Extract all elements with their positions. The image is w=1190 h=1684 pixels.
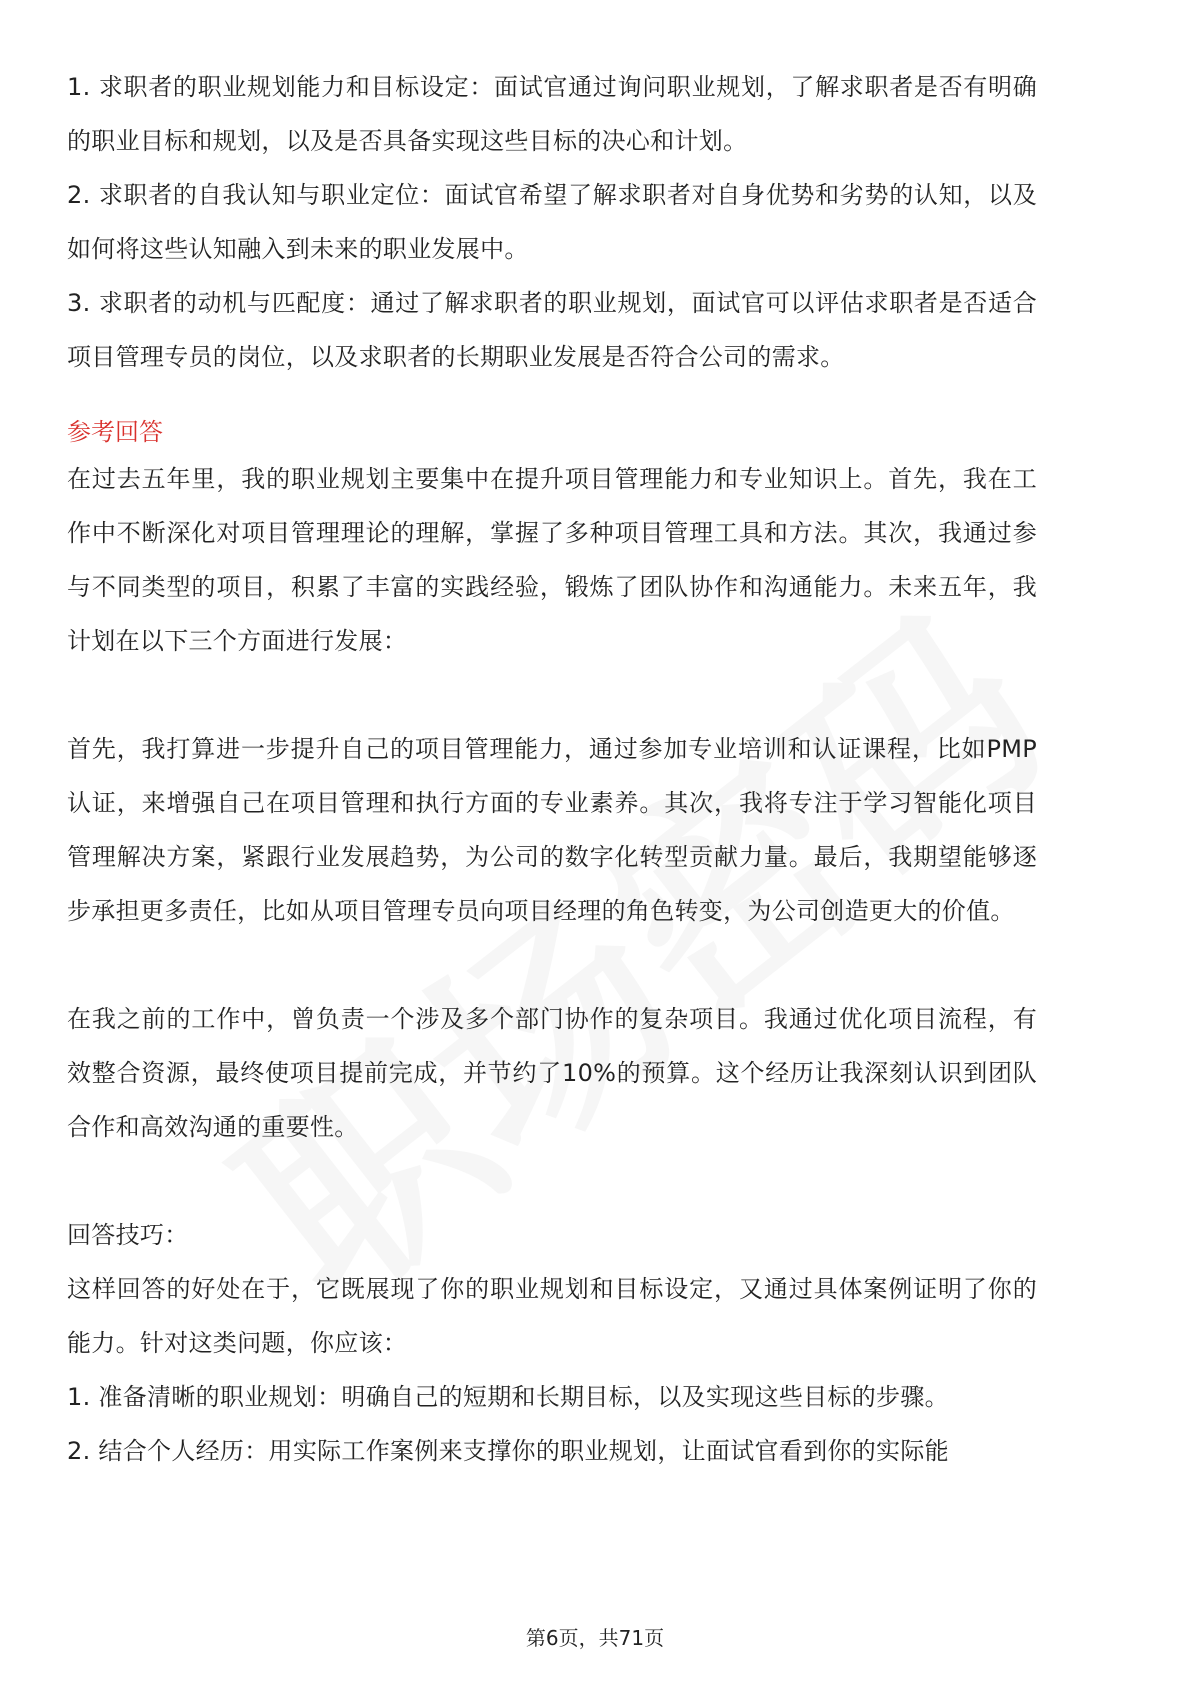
intro-item: 1. 求职者的职业规划能力和目标设定：面试官通过询问职业规划，了解求职者是否有明确的职业目标和规划，以及是否具备实现这些目标的决心和计划。 [67,73,1037,155]
reference-answer-heading: 参考回答 [67,418,163,446]
reference-paragraph: 在过去五年里，我的职业规划主要集中在提升项目管理能力和专业知识上。首先，我在工作中不断深化对项目管理理论的理解，掌握了多种项目管理工具和方法。其次，我通过参与不同类型的项目，积累了丰富的实践经验，锻炼了团队协作和沟通能力。未来五年，我计划在以下三个方面进行发展： [67,465,1037,655]
reference-paragraph: 首先，我打算进一步提升自己的项目管理能力，通过参加专业培训和认证课程，比如PMP认证，来增强自己在项目管理和执行方面的专业素养。其次，我将专注于学习智能化项目管理解决方案，紧跟行业发展趋势，为公司的数字化转型贡献力量。最后，我期望能够逐步承担更多责任，比如从项目管理专员向项目经理的角色转变，为公司创造更大的价值。 [67,735,1037,925]
intro-item: 2. 求职者的自我认知与职业定位：面试官希望了解求职者对自身优势和劣势的认知，以及如何将这些认知融入到未来的职业发展中。 [67,181,1037,263]
paragraph-gap [67,938,1037,992]
paragraph-gap [67,1154,1037,1208]
intro-item: 3. 求职者的动机与匹配度：通过了解求职者的职业规划，面试官可以评估求职者是否适合项目管理专员的岗位，以及求职者的长期职业发展是否符合公司的需求。 [67,289,1037,371]
intro-list [67,60,1037,384]
paragraph-gap [67,668,1037,722]
document-body [67,60,1037,1478]
tips-item: 2. 结合个人经历：用实际工作案例来支撑你的职业规划，让面试官看到你的实际能 [67,1437,949,1465]
page-number: 第6页，共71页 [525,1626,665,1650]
tips-intro: 这样回答的好处在于，它既展现了你的职业规划和目标设定，又通过具体案例证明了你的能力。针对这类问题，你应该： [67,1275,1037,1357]
reference-paragraph: 在我之前的工作中，曾负责一个涉及多个部门协作的复杂项目。我通过优化项目流程，有效整合资源，最终使项目提前完成，并节约了10%的预算。这个经历让我深刻认识到团队合作和高效沟通的重要性。 [67,1005,1037,1141]
tips-item: 1. 准备清晰的职业规划：明确自己的短期和长期目标，以及实现这些目标的步骤。 [67,1383,949,1411]
tips-heading: 回答技巧： [67,1221,189,1249]
